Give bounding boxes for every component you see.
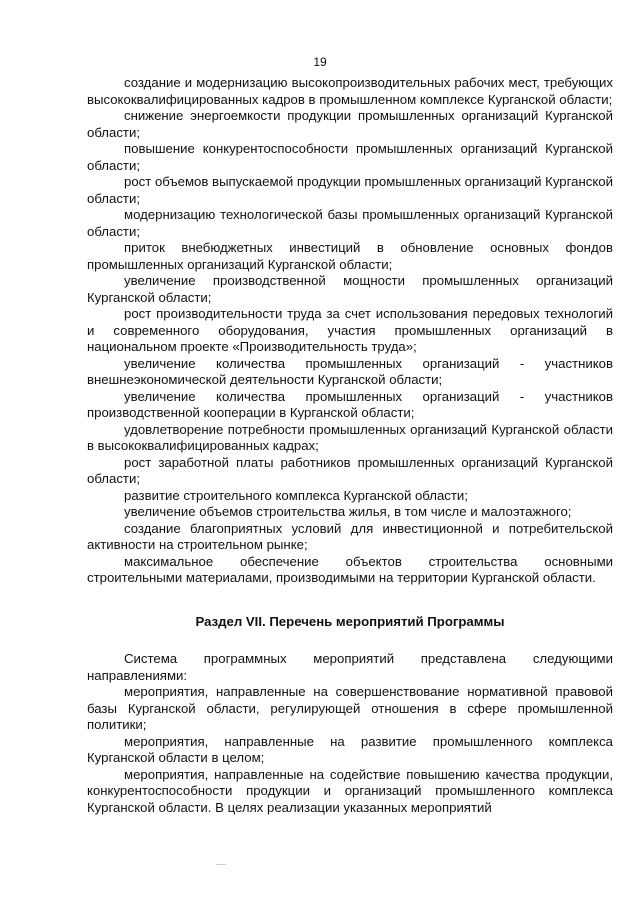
list-paragraph: создание благоприятных условий для инвестиционной и потребительской активности на строительном рынке; <box>87 520 613 552</box>
body-paragraph: Система программных мероприятий представлена следующими направлениями: <box>87 651 613 683</box>
list-paragraph: рост объемов выпускаемой продукции промышленных организаций Курганской области; <box>87 174 613 206</box>
scan-mark <box>216 864 226 865</box>
document-body <box>87 75 613 816</box>
list-paragraph: снижение энергоемкости продукции промышленных организаций Курганской области; <box>87 108 613 140</box>
list-paragraph: развитие строительного комплекса Курганской области; <box>124 487 468 503</box>
body-paragraph: мероприятия, направленные на совершенствование нормативной правовой базы Курганской области, регулирующей отношения в сфере промышленной политики; <box>87 684 613 732</box>
list-paragraph: удовлетворение потребности промышленных организаций Курганской области в высококвалифицированных кадрах; <box>87 421 613 453</box>
list-paragraph: рост производительности труда за счет использования передовых технологий и современного оборудования, участия промышленных организаций в национальном проекте «Производительность труда»; <box>87 306 613 354</box>
list-paragraph: увеличение производственной мощности промышленных организаций Курганской области; <box>87 273 613 305</box>
list-paragraph: повышение конкурентоспособности промышленных организаций Курганской области; <box>87 141 613 173</box>
page-number: 19 <box>313 55 327 69</box>
body-paragraph: мероприятия, направленные на содействие повышению качества продукции, конкурентоспособности продукции и организаций промышленного комплекса Курганской области. В целях реализации указанных мероприятий <box>87 766 613 815</box>
list-paragraph: увеличение объемов строительства жилья, в том числе и малоэтажного; <box>124 504 572 519</box>
list-paragraph: увеличение количества промышленных организаций - участников производственной кооперации в Курганской области; <box>87 388 613 420</box>
list-paragraph: увеличение количества промышленных организаций - участников внешнеэкономической деятельности Курганской области; <box>87 355 613 387</box>
list-paragraph: модернизацию технологической базы промышленных организаций Курганской области; <box>87 207 613 239</box>
list-paragraph: рост заработной платы работников промышленных организаций Курганской области; <box>87 454 613 486</box>
section-heading: Раздел VII. Перечень мероприятий Программы <box>195 613 505 629</box>
list-paragraph: приток внебюджетных инвестиций в обновление основных фондов промышленных организаций Курганской области; <box>87 240 613 272</box>
list-paragraph: создание и модернизацию высокопроизводительных рабочих мест, требующих высококвалифицированных кадров в промышленном комплексе Курганской области; <box>87 75 613 107</box>
body-paragraph: мероприятия, направленные на развитие промышленного комплекса Курганской области в целом; <box>87 733 613 765</box>
list-paragraph: максимальное обеспечение объектов строительства основными строительными материалами, производимыми на территории Курганской области. <box>87 553 613 585</box>
